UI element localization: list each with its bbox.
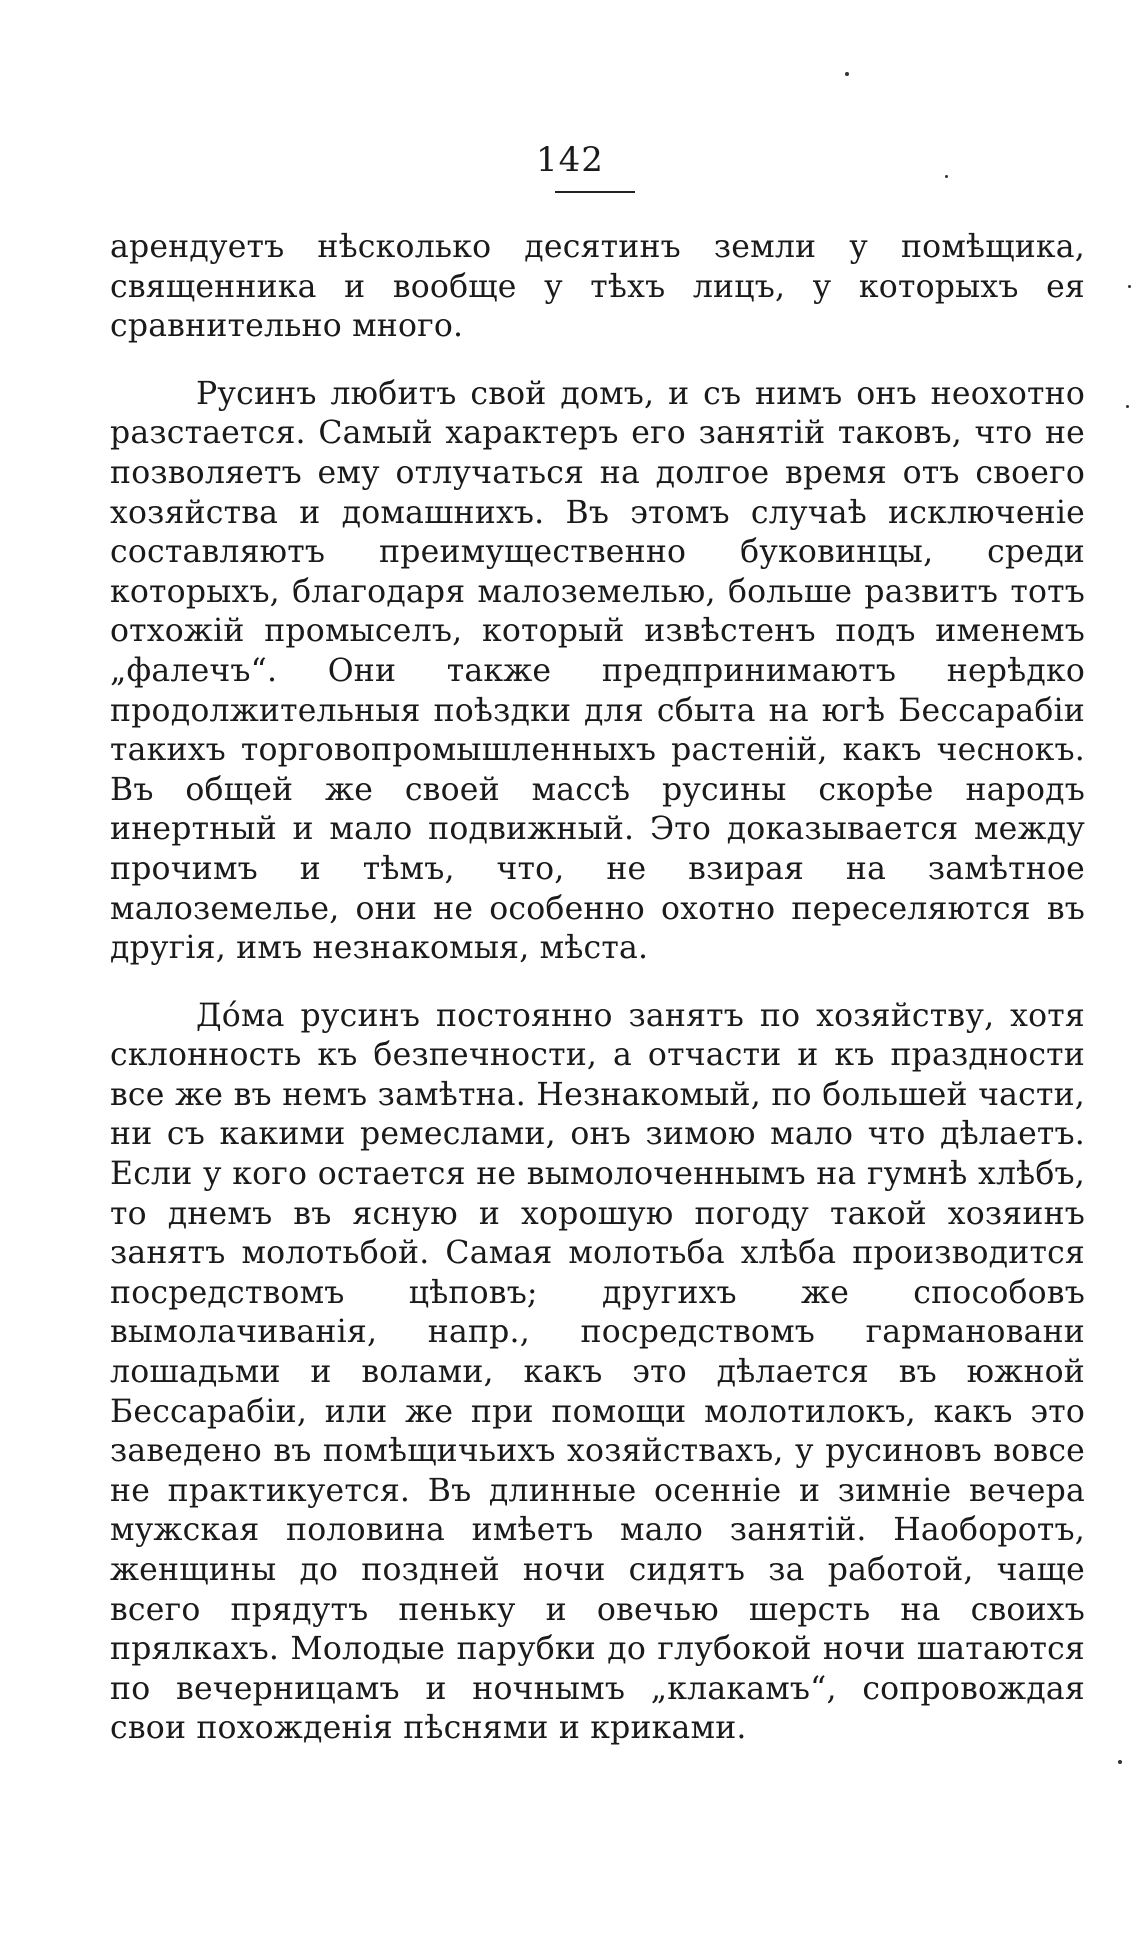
scan-speck — [1128, 285, 1131, 288]
page-body — [110, 228, 1085, 1749]
scan-speck — [1126, 405, 1129, 408]
scan-speck — [845, 72, 849, 76]
paragraph-continuation: арендуетъ нѣсколько десятинъ земли у помѣщика, священника и вообще у тѣхъ лицъ, у которыхъ ея сравнительно много. — [110, 229, 1085, 345]
paragraph-rusin-home: Русинъ любитъ свой домъ, и съ нимъ онъ неохотно разстается. Самый характеръ его занятій таковъ, что не позволяетъ ему отлучаться на долгое время отъ своего хозяйства и домашнихъ. Въ этомъ случаѣ исключеніе составляютъ преимущественно буковинцы, среди которыхъ, благодаря малоземелью, больше развитъ тотъ отхожій промыселъ, который извѣстенъ подъ именемъ „фалечъ“. Они также предпринимаютъ нерѣдко продолжительныя поѣздки для сбыта на югѣ Бессарабіи такихъ торговопромышленныхъ растеній, какъ чеснокъ. Въ общей же своей массѣ русины скорѣе народъ инертный и мало подвижный. Это доказывается между прочимъ и тѣмъ, что, не взирая на замѣтное малоземелье, они не особенно охотно переселяются въ другія, имъ незнакомыя, мѣста. — [110, 375, 1085, 967]
scan-speck — [1118, 1760, 1122, 1764]
paragraph-household-work: Дóма русинъ постоянно занятъ по хозяйству, хотя склонность къ безпечности, а отчасти и къ праздности все же въ немъ замѣтна. Незнакомый, по большей части, ни съ какими ремеслами, онъ зимою мало что дѣлаетъ. Если у кого остается не вымолоченнымъ на гумнѣ хлѣбъ, то днемъ въ ясную и хорошую погоду такой хозяинъ занятъ молотьбой. Самая молотьба хлѣба производится посредствомъ цѣповъ; другихъ же способовъ вымолачиванія, напр., посредствомъ гармановани лошадьми и волами, какъ это дѣлается въ южной Бессарабіи, или же при помощи молотилокъ, какъ это заведено въ помѣщичьихъ хозяйствахъ, у русиновъ вовсе не практикуется. Въ длинные осенніе и зимніе вечера мужская половина имѣетъ мало занятій. Наоборотъ, женщины до поздней ночи сидятъ за работой, чаще всего прядутъ пеньку и овечью шерсть на своихъ прялкахъ. Молодые парубки до глубокой ночи шатаются по вечерницамъ и ночнымъ „клакамъ“, сопровождая свои похожденія пѣснями и криками. — [110, 997, 1085, 1747]
scan-speck — [945, 175, 948, 178]
page-number: 142 — [536, 140, 604, 180]
page-number-underline — [555, 191, 635, 193]
